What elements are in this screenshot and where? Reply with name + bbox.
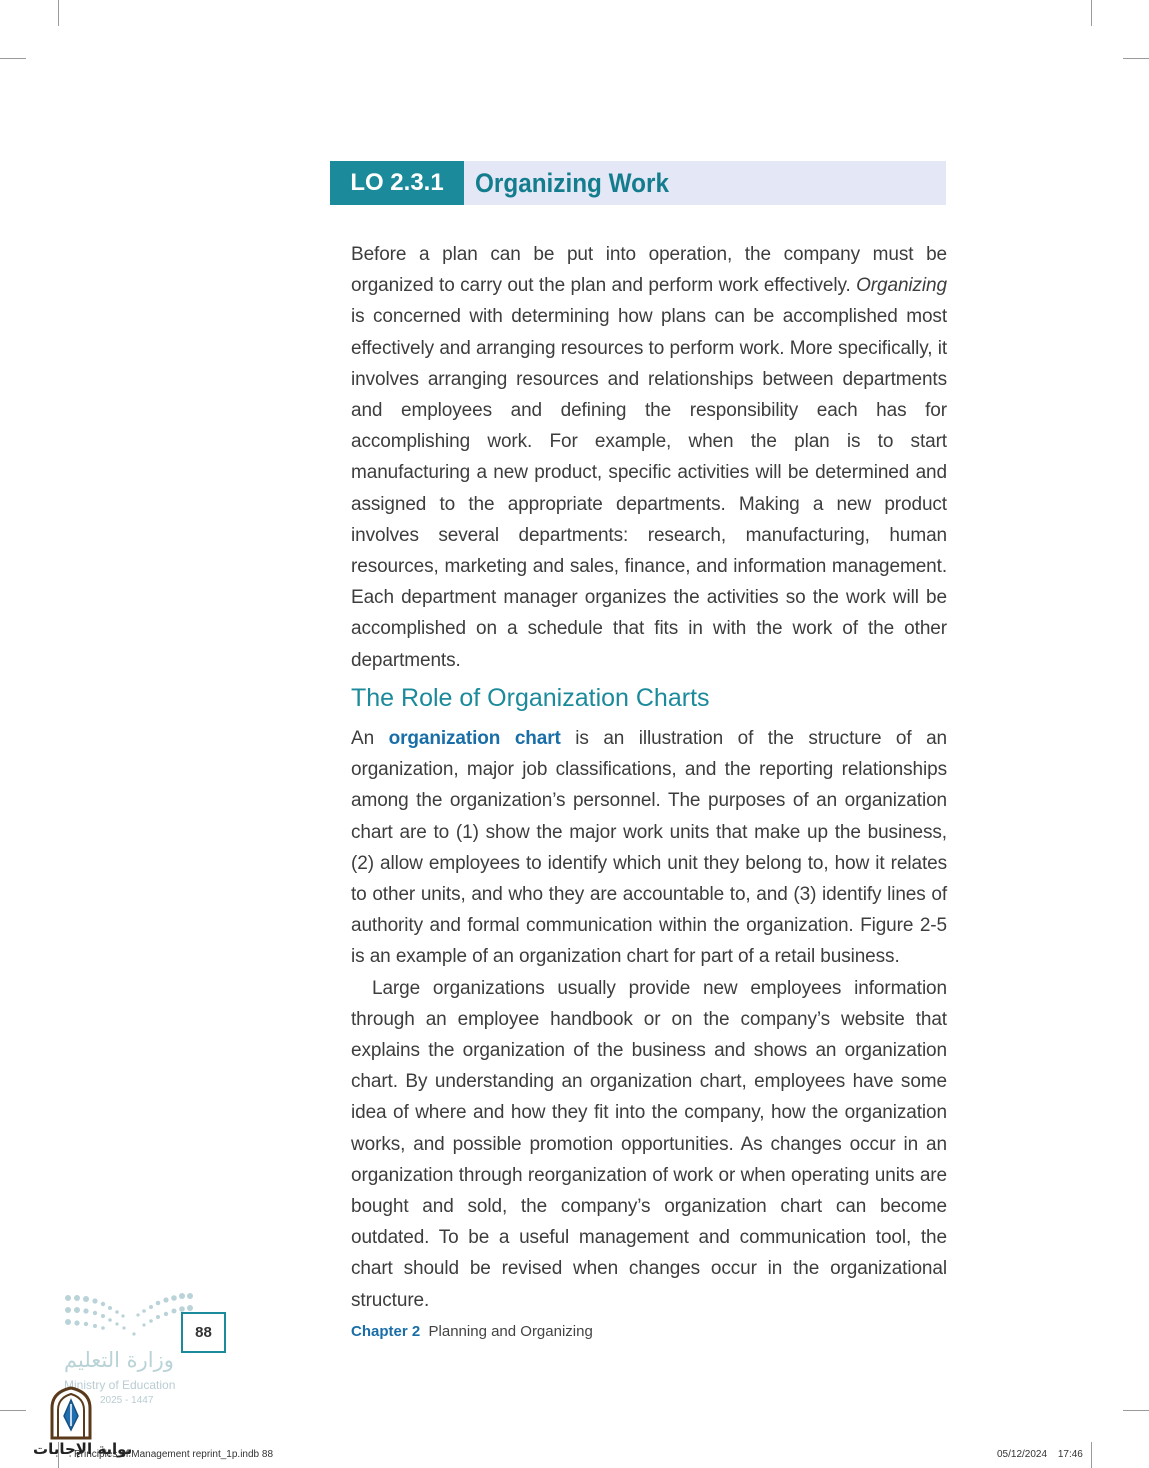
slug-datetime [997, 1449, 1083, 1460]
section-paragraph-1 [351, 723, 947, 973]
crop-mark [1091, 0, 1092, 26]
chapter-title: Planning and Organizing [428, 1323, 593, 1340]
intro-paragraph [351, 239, 947, 676]
lo-code: LO 2.3.1 [330, 161, 464, 205]
intro-emphasis: Organizing [856, 275, 947, 297]
page-number: 88 [181, 1312, 226, 1353]
section-column [351, 723, 947, 1316]
p1-text-2: is an illustration of the structure of an organization, major job classifications, and the reporting relationships among the organization’s personnel. The purposes of an organization chart are to (1) show the major work units that make up the business, (2) allow employees to identify which unit they belong to, how it relates to other units, and who they are accountable to, and (3) identify lines of authority and formal communication within the organization. Figure 2-5 is an example of an organization chart for part of a retail business. [351, 728, 948, 968]
chapter-label: Chapter 2 [351, 1323, 421, 1340]
section-heading: The Role of Organization Charts [351, 684, 710, 712]
intro-column [351, 239, 947, 676]
lo-title [464, 161, 946, 205]
ministry-year: 2025 - 1447 [100, 1395, 154, 1406]
ministry-english: Ministry of Education [64, 1378, 176, 1392]
section-paragraph-2: Large organizations usually provide new employees information through an employee handbook or on the company’s website that explains the organization of the business and shows an organization chart. By understanding an organization chart, employees have some idea of where and how they fit into the company, how the organization works, and possible promotion opportunities. As changes occur in an organization through reorganization of work or when operating units are bought and sold, the company’s organization chart can become outdated. To be a useful management and communication tool, the chart should be revised when changes occur in the organizational structure. [351, 977, 947, 1311]
crop-mark [1123, 1410, 1149, 1411]
p1-text-1: An [351, 728, 389, 749]
slug-time: 17:46 [1057, 1449, 1083, 1460]
slug-date: 05/12/2024 [997, 1449, 1048, 1460]
portal-logo-icon [48, 1386, 94, 1440]
crop-mark [1123, 58, 1149, 59]
intro-text-2: is concerned with determining how plans can be accomplished most effectively and arranging resources to perform work. More specifically, it involves arranging resources and relationships between departments and employees and defining the responsibility each has for accomplishing work. For example, when the plan is to start manufacturing a new product, specific activities will be determined and assigned to the appropriate departments. Making a new product involves several departments: research, manufacturing, human resources, marketing and sales, finance, and information management. Each department manager organizes the activities so the work will be accomplished on a schedule that fits in with the work of the other departments. [351, 306, 947, 671]
lo-title-text: Organizing Work [475, 167, 669, 198]
intro-text-1: Before a plan can be put into operation, the company must be organized to carry out the plan and perform work effectively. [351, 244, 947, 297]
key-term: organization chart [388, 728, 561, 749]
portal-site-text: بوابة الإجابات [33, 1440, 133, 1458]
crop-mark [0, 1410, 26, 1411]
slug-file: Principles of Management reprint_1p.indb 88 [74, 1449, 274, 1460]
lo-header [330, 161, 946, 205]
ministry-arabic: وزارة التعليم [64, 1348, 174, 1372]
crop-mark [0, 58, 26, 59]
footer-chapter [351, 1323, 593, 1340]
crop-mark [58, 0, 59, 26]
crop-mark [1091, 1442, 1092, 1468]
